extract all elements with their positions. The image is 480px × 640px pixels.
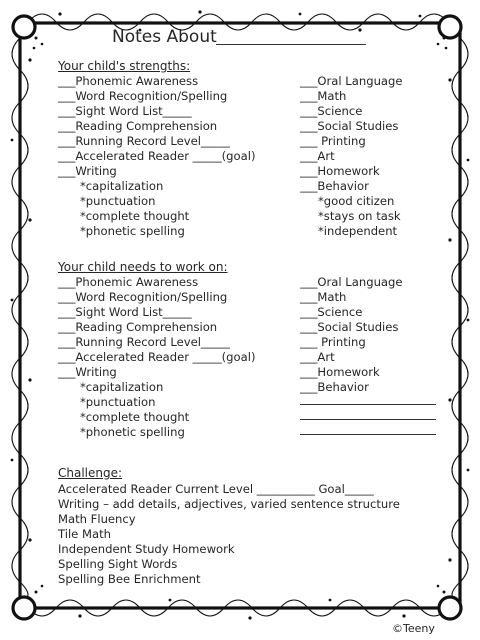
strengths-left-item: ___Running Record Level_____ xyxy=(58,134,230,148)
strengths-right-item: *good citizen xyxy=(318,194,395,208)
credit-text: ©Teeny xyxy=(392,622,435,635)
corner-circle-tl xyxy=(13,16,35,38)
challenge-header: Challenge: xyxy=(58,466,123,480)
needs-right-item: ___Social Studies xyxy=(300,320,399,334)
needs-right-item: ___Science xyxy=(300,305,363,319)
needs-left-item: *punctuation xyxy=(80,395,156,409)
corner-circle-tr xyxy=(439,16,461,38)
blank-writing-line xyxy=(300,434,436,435)
challenge-item: Spelling Bee Enrichment xyxy=(58,572,201,586)
strengths-right-item: ___Math xyxy=(300,89,347,103)
strengths-left-item: ___Accelerated Reader _____(goal) xyxy=(58,149,256,163)
needs-left-item: *complete thought xyxy=(80,410,190,424)
needs-right-item: ___Art xyxy=(300,350,335,364)
strengths-header: Your child's strengths: xyxy=(58,59,191,73)
title-blank-line xyxy=(216,44,366,45)
needs-left-item: *phonetic spelling xyxy=(80,425,185,439)
needs-right-item: ___Homework xyxy=(300,365,380,379)
needs-left-item: ___Reading Comprehension xyxy=(58,320,218,334)
strengths-right-item: ___Art xyxy=(300,149,335,163)
needs-left-item: ___Phonemic Awareness xyxy=(58,275,199,289)
needs-left-item: ___Sight Word List_____ xyxy=(58,305,192,319)
strengths-left-item: *capitalization xyxy=(80,179,164,193)
strengths-left-item: *phonetic spelling xyxy=(80,224,185,238)
strengths-left-item: ___Word Recognition/Spelling xyxy=(58,89,228,103)
challenge-item: Writing – add details, adjectives, varied sentence structure xyxy=(58,497,400,511)
needs-left-item: ___Word Recognition/Spelling xyxy=(58,290,228,304)
needs-right-item: ___Behavior xyxy=(300,380,369,394)
needs-right-item: ___Math xyxy=(300,290,347,304)
strengths-right-item: *independent xyxy=(318,224,398,238)
needs-right-item: ___Oral Language xyxy=(300,275,403,289)
strengths-right-item: ___Science xyxy=(300,104,363,118)
strengths-left-item: *complete thought xyxy=(80,209,190,223)
strengths-right-item: ___Oral Language xyxy=(300,74,403,88)
needs-left-item: ___Running Record Level_____ xyxy=(58,335,230,349)
strengths-left-item: ___Phonemic Awareness xyxy=(58,74,199,88)
challenge-item: Accelerated Reader Current Level __________ Goal_____ xyxy=(58,482,374,496)
strengths-right-item: ___Homework xyxy=(300,164,380,178)
strengths-right-item: ___Behavior xyxy=(300,179,369,193)
blank-writing-line xyxy=(300,419,436,420)
strengths-left-item: ___Writing xyxy=(58,164,117,178)
needs-left-item: ___Accelerated Reader _____(goal) xyxy=(58,350,256,364)
strengths-right-item: ___ Printing xyxy=(300,134,366,148)
strengths-left-item: *punctuation xyxy=(80,194,156,208)
needs-right-item: ___ Printing xyxy=(300,335,366,349)
challenge-item: Spelling Sight Words xyxy=(58,557,178,571)
page-title: Notes About xyxy=(112,27,217,47)
strengths-right-item: ___Social Studies xyxy=(300,119,399,133)
challenge-item: Math Fluency xyxy=(58,512,136,526)
needs-left-item: *capitalization xyxy=(80,380,164,394)
blank-writing-line xyxy=(300,404,436,405)
corner-circle-bl xyxy=(13,597,35,619)
challenge-item: Tile Math xyxy=(58,527,111,541)
needs-header: Your child needs to work on: xyxy=(58,260,228,274)
corner-circle-br xyxy=(439,597,461,619)
strengths-left-item: ___Reading Comprehension xyxy=(58,119,218,133)
strengths-right-item: *stays on task xyxy=(318,209,401,223)
strengths-left-item: ___Sight Word List_____ xyxy=(58,104,192,118)
challenge-item: Independent Study Homework xyxy=(58,542,235,556)
needs-left-item: ___Writing xyxy=(58,365,117,379)
